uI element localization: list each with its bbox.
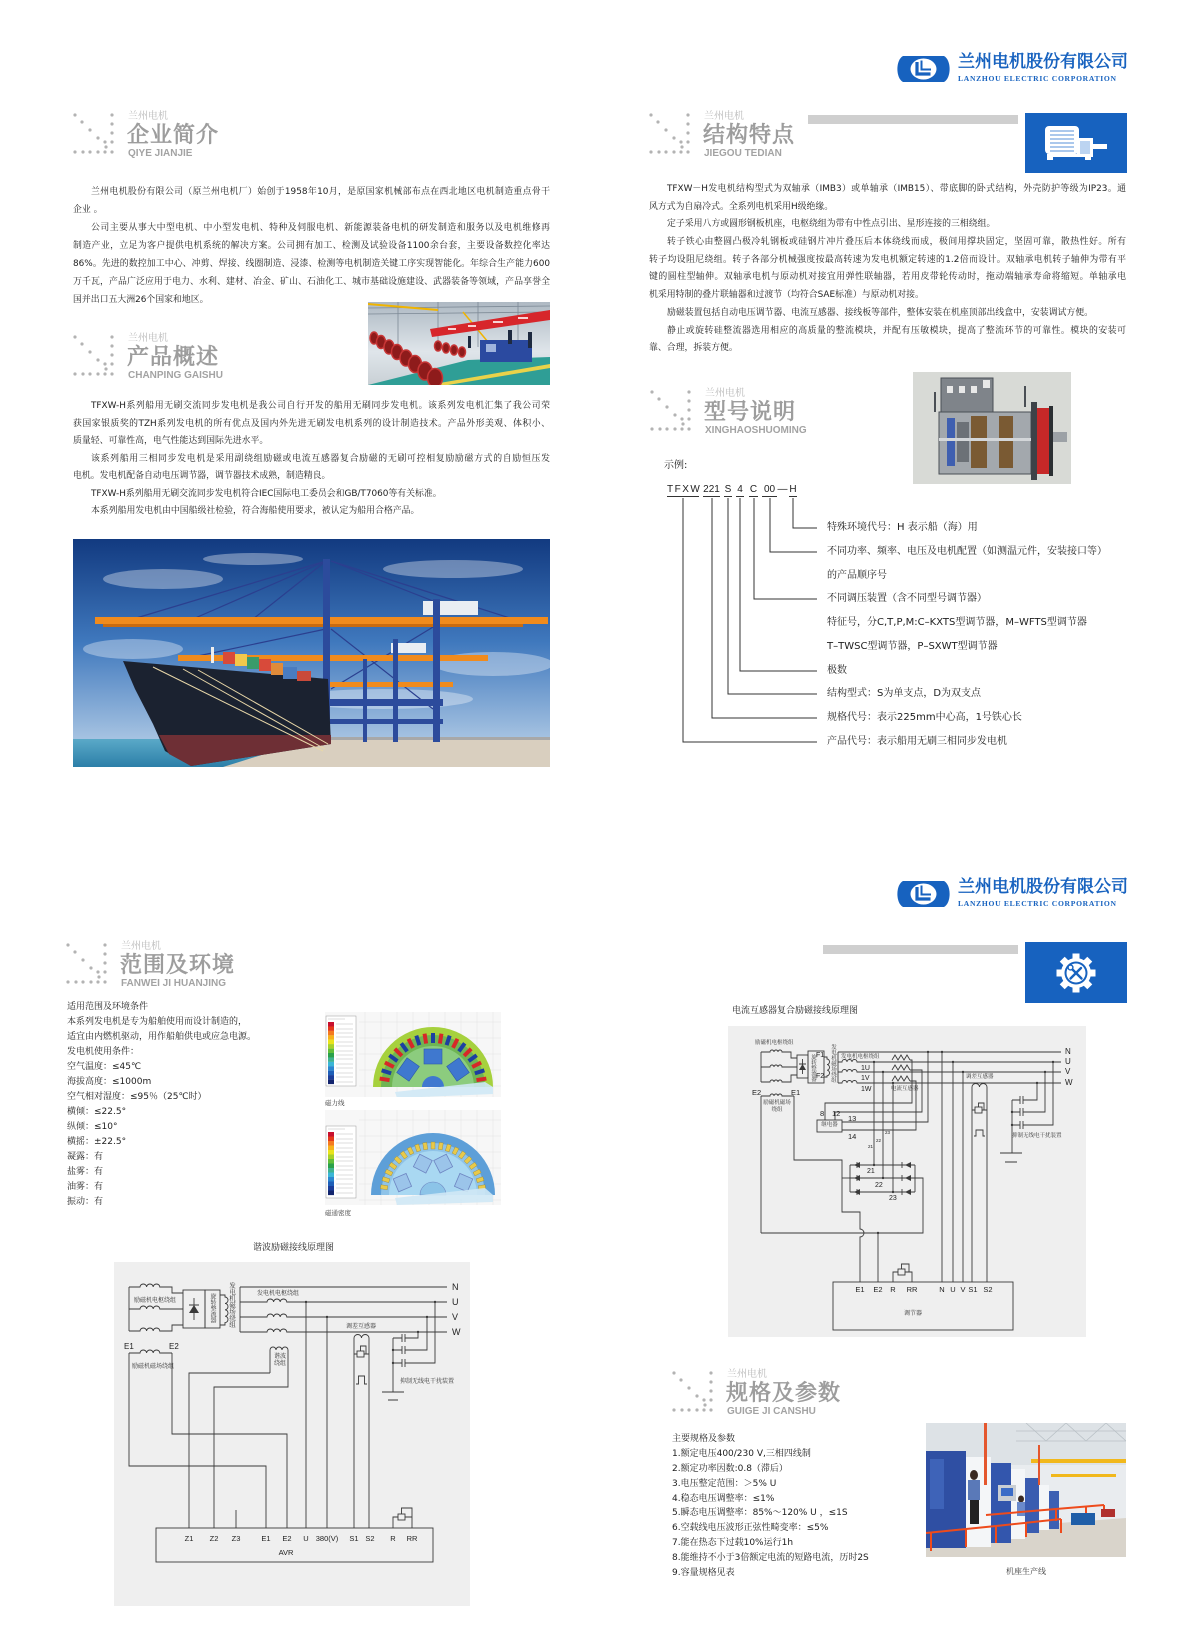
company-intro-text	[73, 183, 550, 309]
label-current-transformer: 电流互感器	[891, 1086, 919, 1092]
section-title: 企业简介	[127, 123, 220, 148]
regulator-terminal: R	[890, 1285, 896, 1294]
dot-pattern-icon	[73, 113, 115, 155]
section-pinyin: QIYE JIANJIE	[128, 148, 193, 159]
list-item: 9.容量规格见表	[672, 1568, 735, 1579]
label-droop-ct: 调差互感器	[346, 1323, 377, 1330]
harmonic-excitation-wiring-diagram	[114, 1262, 470, 1606]
text-line: 制造产业，立足为客户提供电机系统的解决方案。公司拥有加工、检测及试验设备1100余台套，主要设备数控化率达	[73, 241, 550, 251]
text-line: 励磁装置包括自动电压调节器、电流互感器、接线板等部件，整体安装在机座顶部出线盒中，安装调试方便。	[667, 307, 1093, 318]
list-item: 7.能在热态下过载10%运行1h	[672, 1538, 794, 1549]
section-title: 范围及环境	[120, 953, 236, 978]
list-item: 发电机使用条件：	[67, 1047, 140, 1057]
text-line: 转子均设阻尼绕组。转子各部分机械强度按最高转速为发电机额定转速的1.2倍而设计。双轴承电机转子轴伸为带有平	[649, 254, 1126, 265]
section-kicker: 兰州电机	[128, 333, 168, 344]
designation-tree-lines	[660, 480, 830, 750]
specifications-list	[672, 1432, 869, 1581]
section-pinyin: FANWEI JI HUANJING	[121, 978, 227, 989]
avr-terminal: E1	[261, 1534, 271, 1543]
code-group-product: TFXW	[667, 484, 702, 495]
designation-desc: 产品代号：表示船用无刷三相同步发电机	[827, 736, 1007, 747]
list-item: 空气温度：≤45℃	[67, 1062, 142, 1072]
avr-terminal: Z1	[184, 1534, 194, 1543]
text-line: 键的圆柱型轴伸。双轴承电机与原动机对接宜用弹性联轴器，若用皮带轮传动时，拖动端轴承寿命将缩短。单轴承电	[649, 272, 1126, 283]
label-regulator: 调节器	[903, 1310, 922, 1317]
regulator-terminal: E1	[855, 1285, 865, 1294]
list-item: 振动：有	[67, 1197, 104, 1207]
section-header-specifications	[672, 1371, 902, 1421]
scope-conditions-list	[67, 1000, 256, 1210]
phase-label-1w: 1W	[861, 1086, 872, 1093]
page-specifications	[600, 814, 1200, 1628]
bridge-label: 22	[875, 1182, 883, 1189]
bus-label-n: N	[1065, 1047, 1071, 1056]
phase-label-1u: 1U	[861, 1065, 870, 1072]
list-item: 空气相对湿度：≤95％（25℃时）	[67, 1092, 207, 1102]
lead-label: 23	[885, 1130, 891, 1135]
text-line: 静止或旋转硅整流器选用相应的高质量的整流模块，并配有压敏模块，提高了整流环节的可靠性。模块的安装可	[667, 325, 1126, 336]
ct-diagram-title: 电流互感器复合励磁接线原理图	[732, 1006, 859, 1016]
avr-terminal: Z3	[231, 1534, 241, 1543]
designation-desc: 极数	[827, 665, 847, 676]
list-item: 主要规格及参数	[672, 1434, 736, 1444]
code-group-sequence: 00	[763, 484, 776, 495]
text-line: 风方式为自扇冷式。全系列电机采用H级绝缘。	[649, 201, 834, 212]
section-header-product-overview	[73, 335, 303, 385]
motor-icon	[1025, 113, 1127, 173]
text-line: 公司主要从事大中型电机、中小型发电机、特种及伺服电机、新能源装备电机的研发制造和服务以及电机维修再	[91, 223, 550, 233]
code-separator: —	[777, 484, 788, 495]
avr-terminal: Z2	[209, 1534, 219, 1543]
dot-pattern-icon	[73, 335, 115, 377]
section-pinyin: XINGHAOSHUOMING	[705, 425, 807, 436]
designation-desc: 不同功率、频率、电压及电机配置（如测温元件，安装接口等）	[827, 546, 1107, 557]
code-group-spec: 221	[703, 484, 720, 495]
designation-desc: 特征号，分C,T,P,M:C–KXTS型调节器，M–WFTS型调节器	[827, 617, 1087, 628]
text-line: 定子采用八方或圆形钢板机座，电枢绕组为带有中性点引出、星形连接的三相绕组。	[667, 219, 996, 230]
terminal-e2: E2	[169, 1342, 179, 1351]
section-kicker: 兰州电机	[727, 1369, 767, 1380]
regulator-terminal: U	[950, 1285, 956, 1294]
company-name-cn: 兰州电机股份有限公司	[958, 52, 1128, 72]
company-name-en: LANZHOU ELECTRIC CORPORATION	[958, 899, 1117, 908]
terminal-e2: E2	[752, 1088, 762, 1097]
label-exciter-field: 励磁机磁场绕组	[763, 1100, 791, 1113]
designation-desc: 结构型式：S为单支点，D为双支点	[827, 688, 982, 699]
list-item: 横倾：≤22.5°	[67, 1107, 127, 1117]
list-item: 凝露：有	[67, 1152, 104, 1162]
bus-label-n: N	[452, 1282, 459, 1292]
phase-label-1v: 1V	[861, 1075, 870, 1082]
text-line: TFXW-H系列船用无刷交流同步发电机是我公司自行开发的船用无刷同步发电机。该系列发电机汇集了我公司荣	[91, 401, 550, 411]
bridge-label: 23	[889, 1195, 897, 1202]
label-generator-armature: 发电机电枢绕组	[841, 1054, 880, 1060]
motor-icon-box	[1025, 113, 1127, 173]
regulator-terminal: RR	[906, 1285, 918, 1294]
regulator-terminal: E2	[873, 1285, 883, 1294]
company-name-en: LANZHOU ELECTRIC CORPORATION	[958, 74, 1117, 83]
label-droop-ct: 调差互感器	[966, 1074, 994, 1080]
avr-terminal: U	[303, 1534, 309, 1543]
gear-icon-box	[1025, 942, 1127, 1003]
text-line: 靠、合理，拆装方便。	[649, 343, 738, 354]
factory-workshop-photo	[368, 302, 550, 385]
code-group-environment: H	[789, 484, 797, 495]
label-generator-armature: 发电机电枢绕组	[257, 1290, 300, 1297]
text-line: 86%。先进的数控加工中心、冲剪、焊接、线圈制造、浸漆、检测等电机制造关键工序实现智能化。年综合生产能力600	[73, 259, 550, 269]
avr-terminal: RR	[406, 1534, 418, 1543]
regulator-terminal: S2	[983, 1285, 993, 1294]
section-header-model-designation	[650, 390, 880, 440]
container-ship-port-photo	[73, 539, 550, 767]
avr-terminal: 380(V)	[315, 1534, 339, 1543]
section-kicker: 兰州电机	[704, 111, 744, 122]
text-line: 企业 。	[73, 205, 103, 215]
list-item: 纵倾：≤10°	[67, 1122, 118, 1132]
terminal-e1: E1	[791, 1088, 801, 1097]
list-item: 8.能维持不小于3倍额定电流的短路电流，历时2S	[672, 1553, 869, 1564]
section-title: 型号说明	[704, 400, 797, 425]
lead-label: 22	[876, 1138, 882, 1143]
figure-caption: 磁通密度	[325, 1209, 351, 1217]
regulator-terminal: N	[939, 1285, 945, 1294]
text-line: TFXW－H发电机结构型式为双轴承（IMB3）或单轴承（IMB15）、带底脚的卧式结构，外壳防护等级为IP23。通	[667, 184, 1126, 194]
company-logo	[895, 877, 1135, 910]
terminal-e1: E1	[124, 1342, 134, 1351]
avr-terminal: S2	[365, 1534, 375, 1543]
regulator-terminal: V	[960, 1285, 966, 1294]
avr-terminal: E2	[282, 1534, 292, 1543]
page-scope-environment	[0, 814, 600, 1628]
text-line: 质量轻、可靠性高，电气性能达到国际先进水平。	[73, 436, 269, 446]
dot-pattern-icon	[66, 943, 108, 985]
designation-desc: 不同调压装置（含不同型号调节器）	[827, 593, 987, 604]
label-generator-field: 发电机磁场绕组	[830, 1044, 836, 1083]
label-exciter-armature: 励磁机电枢绕组	[755, 1040, 794, 1046]
divider-bar	[823, 945, 1018, 954]
lanzhou-electric-emblem-icon	[895, 880, 952, 908]
page-structure-model	[600, 0, 1200, 814]
list-item: 2.额定功率因数:0.8（滞后）	[672, 1463, 788, 1474]
lanzhou-electric-emblem-icon	[895, 55, 952, 83]
label-rotating-rectifier: 旋转整流器	[209, 1293, 216, 1323]
terminal-f2: F2	[816, 1073, 825, 1080]
text-line: 该系列船用三相同步发电机是采用副绕组励磁或电流互感器复合励磁的无刷可控相复励励磁方式的自励恒压发	[91, 453, 550, 464]
designation-desc: 的产品顺序号	[827, 570, 887, 581]
relay-terminal: 8	[820, 1109, 825, 1118]
section-kicker: 兰州电机	[121, 941, 161, 952]
example-label: 示例:	[664, 460, 688, 471]
generator-3d-cutaway-image	[913, 372, 1071, 484]
magnetic-flux-density-simulation	[325, 1110, 501, 1205]
section-title: 产品概述	[127, 345, 220, 370]
section-pinyin: CHANPING GAISHU	[128, 370, 224, 381]
bus-label-u: U	[1065, 1057, 1071, 1066]
avr-terminal: S1	[349, 1534, 359, 1543]
text-line: 机采用特制的叠片联轴器和过渡节（均符合SAE标准）与原动机对接。	[649, 290, 924, 301]
company-name-cn: 兰州电机股份有限公司	[958, 877, 1128, 897]
list-item: 3.电压整定范围：＞5% U	[672, 1478, 777, 1489]
label-relay: 继电器	[821, 1122, 838, 1128]
label-exciter-field: 励磁机磁场绕组	[132, 1363, 175, 1370]
text-line: TFXW-H系列船用无刷交流同步发电机符合IEC国际电工委员会和GB/T7060等有关标准。	[91, 488, 442, 499]
code-group-feature: C	[749, 484, 758, 495]
regulator-terminal: S1	[968, 1285, 978, 1294]
list-item: 油雾：有	[67, 1182, 104, 1192]
text-line: 转子铁心由整圆凸极冷轧钢板或硅钢片冲片叠压后本体绕线而成，极间用撑块固定，坚固可靠，散热性好。所有	[667, 237, 1126, 248]
list-item: 适宜由内燃机驱动，用作船舶供电或应急电源。	[67, 1032, 257, 1042]
dot-pattern-icon	[649, 113, 691, 155]
bus-label-u: U	[452, 1297, 459, 1307]
designation-desc: 特殊环境代号：H 表示船（海）用	[827, 522, 978, 533]
lead-label: 21	[868, 1144, 874, 1149]
label-rotating-rectifier: 旋转整流器	[810, 1054, 816, 1082]
list-item: 6.空载线电压波形正弦性畸变率：≤5%	[672, 1523, 829, 1534]
company-logo	[895, 52, 1135, 85]
bus-label-v: V	[1065, 1067, 1071, 1076]
harmonic-diagram-title: 谐波励磁接线原理图	[253, 1243, 335, 1253]
relay-terminal: 12	[832, 1109, 841, 1118]
section-header-structure-features	[649, 113, 879, 163]
avr-label: AVR	[278, 1548, 294, 1557]
text-line: 国并出口五大洲26个国家和地区。	[73, 295, 209, 305]
text-line: 电机。发电机配备自动电压调节器，调节器技术成熟，制造精良。	[73, 471, 331, 481]
page-company-intro	[0, 0, 600, 814]
text-line: 本系列船用发电机由中国船级社检验，符合海船使用要求，被认定为船用合格产品。	[91, 506, 420, 516]
bridge-label: 21	[867, 1168, 875, 1175]
gear-tools-icon	[1025, 942, 1127, 1003]
dot-pattern-icon	[672, 1371, 714, 1413]
avr-terminal: R	[390, 1534, 396, 1543]
list-item: 适用范围及环境条件	[67, 1002, 149, 1012]
code-group-structure: S	[724, 484, 732, 495]
figure-caption: 磁力线	[325, 1099, 345, 1107]
structure-features-text	[649, 181, 1126, 358]
section-pinyin: GUIGE JI CANSHU	[727, 1406, 816, 1417]
label-harmonic-winding: 谐波绕组	[273, 1353, 286, 1367]
section-title: 规格及参数	[726, 1381, 842, 1406]
list-item: 海拔高度：≤1000m	[67, 1077, 152, 1087]
list-item: 1.额定电压400/230 V,三相四线制	[672, 1448, 811, 1459]
list-item: 5.瞬态电压调整率：85%～120% U ，≤1S	[672, 1508, 848, 1519]
relay-terminal: 14	[848, 1132, 857, 1141]
text-line: 获国家银质奖的TZH系列发电机的所有优点及国内外先进无刷发电机系列的设计制造技术。产品外形美观、体积小、	[73, 418, 550, 429]
bus-label-w: W	[452, 1327, 461, 1337]
label-rfi-suppressor: 抑制无线电干扰装置	[400, 1378, 455, 1385]
dot-pattern-icon	[650, 390, 692, 432]
section-title: 结构特点	[703, 123, 796, 148]
relay-terminal: 13	[848, 1114, 857, 1123]
section-kicker: 兰州电机	[705, 388, 745, 399]
photo-caption: 机座生产线	[1006, 1567, 1046, 1576]
bus-label-v: V	[452, 1312, 459, 1322]
section-header-company-intro	[73, 113, 303, 163]
code-group-poles: 4	[737, 484, 743, 495]
list-item: 盐雾：有	[67, 1167, 104, 1177]
bus-label-w: W	[1065, 1078, 1073, 1087]
terminal-f1: F1	[816, 1052, 825, 1059]
label-rfi-suppressor: 抑制无线电干扰装置	[1012, 1133, 1062, 1139]
section-header-scope-environment	[66, 943, 296, 993]
list-item: 4.稳态电压调整率：≤1%	[672, 1493, 775, 1504]
text-line: 万千瓦，产品广泛应用于电力、水利、建材、冶金、矿山、石油化工、城市基础设施建设、武器装备等领域，产品享誉全	[73, 277, 550, 287]
frame-production-line-photo	[926, 1423, 1126, 1557]
list-item: 本系列发电机是专为船舶使用而设计制造的，	[67, 1017, 248, 1027]
ct-compound-excitation-wiring-diagram	[728, 1026, 1086, 1337]
label-generator-field: 发电机磁场绕组	[228, 1282, 236, 1328]
section-pinyin: JIEGOU TEDIAN	[704, 148, 782, 159]
product-overview-text	[73, 398, 550, 521]
label-exciter-armature: 励磁机电枢绕组	[134, 1297, 177, 1304]
designation-desc: T–TWSC型调节器，P–SXWT型调节器	[827, 641, 998, 652]
designation-desc: 规格代号：表示225mm中心高，1号铁心长	[827, 712, 1022, 723]
section-kicker: 兰州电机	[128, 111, 168, 122]
list-item: 横摇：±22.5°	[67, 1137, 127, 1147]
text-line: 兰州电机股份有限公司（原兰州电机厂）始创于1958年10月，是原国家机械部布点在西北地区电机制造重点骨干	[91, 187, 550, 197]
magnetic-field-lines-simulation	[325, 1012, 501, 1097]
